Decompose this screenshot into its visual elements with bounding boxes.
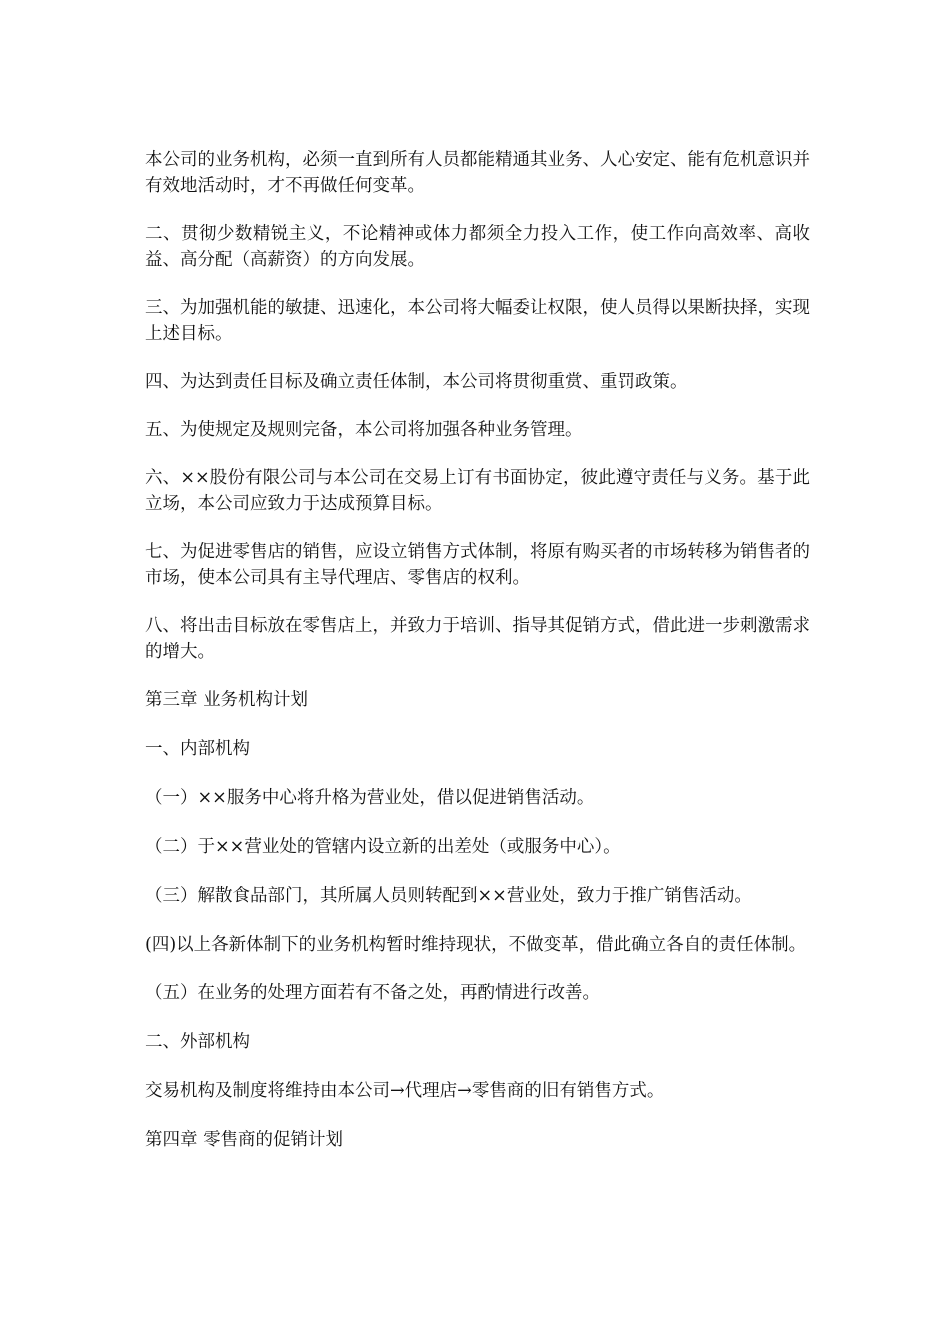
paragraph-item-7: 七、为促进零售店的销售，应设立销售方式体制，将原有购买者的市场转移为销售者的市场，使本公司具有主导代理店、零售店的权利。 bbox=[145, 542, 810, 588]
section-heading-internal: 一、内部机构 bbox=[145, 739, 250, 759]
sub-item-5: （五）在业务的处理方面若有不备之处，再酌情进行改善。 bbox=[145, 983, 600, 1003]
sub-item-2: （二）于××营业处的管辖内设立新的出差处（或服务中心）。 bbox=[145, 837, 621, 857]
paragraph-item-6: 六、××股份有限公司与本公司在交易上订有书面协定，彼此遵守责任与义务。基于此立场，本公司应致力于达成预算目标。 bbox=[145, 468, 810, 514]
section-heading-external: 二、外部机构 bbox=[145, 1032, 250, 1052]
chapter-heading-4: 第四章 零售商的促销计划 bbox=[145, 1130, 344, 1150]
paragraph-item-3: 三、为加强机能的敏捷、迅速化，本公司将大幅委让权限，使人员得以果断抉择，实现上述目标。 bbox=[145, 298, 810, 344]
paragraph-external-structure: 交易机构及制度将维持由本公司→代理店→零售商的旧有销售方式。 bbox=[145, 1081, 665, 1101]
paragraph-item-8: 八、将出击目标放在零售店上，并致力于培训、指导其促销方式，借此进一步刺激需求的增大。 bbox=[145, 616, 810, 662]
paragraph-item-5: 五、为使规定及规则完备，本公司将加强各种业务管理。 bbox=[145, 420, 583, 440]
sub-item-3: （三）解散食品部门，其所属人员则转配到××营业处，致力于推广销售活动。 bbox=[145, 886, 752, 906]
sub-item-4: (四)以上各新体制下的业务机构暂时维持现状，不做变革，借此确立各自的责任体制。 bbox=[145, 935, 807, 955]
paragraph-item-2: 二、贯彻少数精锐主义，不论精神或体力都须全力投入工作，使工作向高效率、高收益、高分配（高薪资）的方向发展。 bbox=[145, 224, 810, 270]
paragraph-intro: 本公司的业务机构，必须一直到所有人员都能精通其业务、人心安定、能有危机意识并有效地活动时，才不再做任何变革。 bbox=[145, 150, 810, 196]
sub-item-1: （一）××服务中心将升格为营业处，借以促进销售活动。 bbox=[145, 788, 595, 808]
paragraph-item-4: 四、为达到责任目标及确立责任体制，本公司将贯彻重赏、重罚政策。 bbox=[145, 372, 688, 392]
chapter-heading-3: 第三章 业务机构计划 bbox=[145, 690, 309, 710]
document-page bbox=[145, 147, 810, 1176]
